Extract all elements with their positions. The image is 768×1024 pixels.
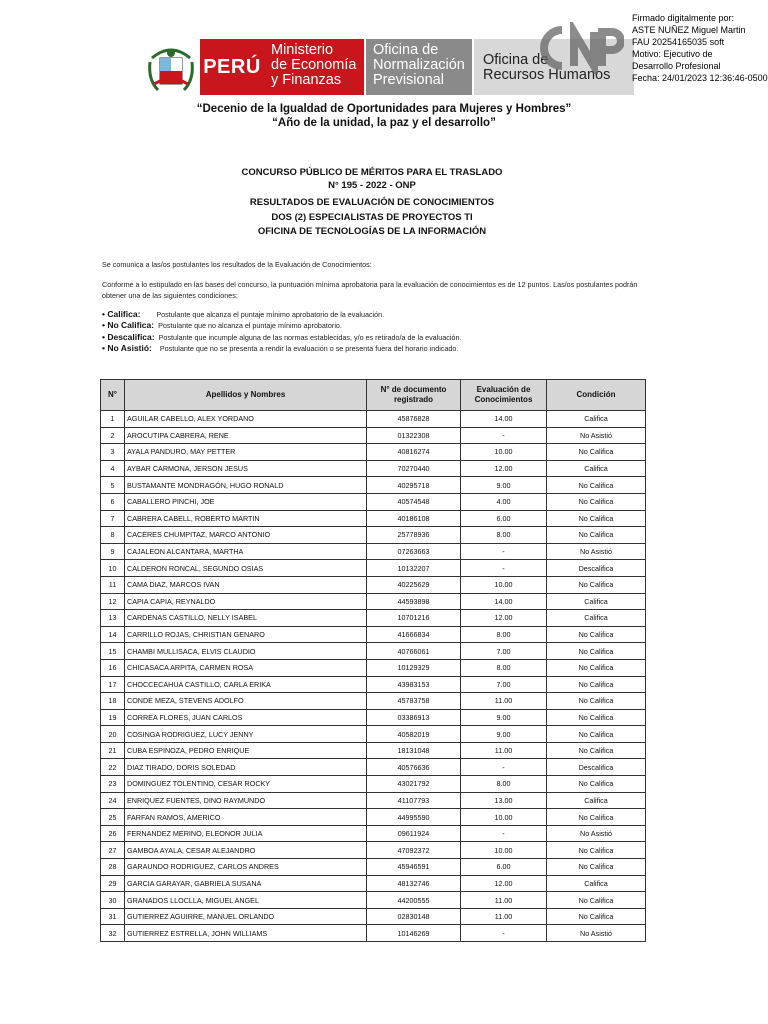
condition: No Califica (547, 626, 646, 643)
applicant-name: CABRERA CABELL, ROBERTO MARTIN (125, 510, 367, 527)
score: 10.00 (461, 842, 547, 859)
applicant-name: CAPIA CAPIA, REYNALDO (125, 593, 367, 610)
document-number: 40576636 (367, 759, 461, 776)
document-number: 07263663 (367, 543, 461, 560)
document-number: 40582019 (367, 726, 461, 743)
ministry-label: Ministerio de Economía y Finanzas (264, 39, 364, 95)
peru-brand-box (200, 39, 264, 95)
table-row (101, 427, 646, 444)
row-number: 8 (101, 527, 125, 544)
applicant-name: GRANADOS LLOCLLA, MIGUEL ANGEL (125, 892, 367, 909)
row-number: 13 (101, 610, 125, 627)
document-number: 40225629 (367, 576, 461, 593)
row-number: 22 (101, 759, 125, 776)
condition: No Califica (547, 809, 646, 826)
row-number: 18 (101, 693, 125, 710)
condition: No Asistió (547, 543, 646, 560)
applicant-name: BUSTAMANTE MONDRAGÓN, HUGO RONALD (125, 477, 367, 494)
table-row (101, 493, 646, 510)
table-row (101, 742, 646, 759)
peru-coat-of-arms-icon (146, 40, 196, 94)
row-number: 16 (101, 659, 125, 676)
table-row (101, 460, 646, 477)
score: 12.00 (461, 610, 547, 627)
row-number: 7 (101, 510, 125, 527)
document-number: 09611924 (367, 825, 461, 842)
score: 10.00 (461, 576, 547, 593)
score: 8.00 (461, 659, 547, 676)
condition: No Califica (547, 643, 646, 660)
condition: No Califica (547, 709, 646, 726)
table-row (101, 759, 646, 776)
row-number: 4 (101, 460, 125, 477)
contest-number: N° 195 - 2022 - ONP (328, 180, 416, 191)
document-number: 10146269 (367, 925, 461, 942)
condition: Califica (547, 411, 646, 428)
table-row (101, 444, 646, 461)
table-row (101, 792, 646, 809)
rrhh-label: Oficina de Recursos Humanos (474, 39, 634, 95)
document-number: 45946591 (367, 859, 461, 876)
intro-text: Se comunica a las/os postulantes los resultados de la Evaluación de Conocimientos: (102, 260, 372, 269)
score: 11.00 (461, 693, 547, 710)
table-row (101, 527, 646, 544)
table-row (101, 543, 646, 560)
row-number: 20 (101, 726, 125, 743)
applicant-name: CHICASACA ARPITA, CARMEN ROSA (125, 659, 367, 676)
applicant-name: CAJALEON ALCANTARA, MARTHA (125, 543, 367, 560)
condition-label: • No Califica: (102, 320, 155, 330)
document-number: 44593898 (367, 593, 461, 610)
score: - (461, 560, 547, 577)
table-row (101, 693, 646, 710)
score: 11.00 (461, 908, 547, 925)
applicant-name: DIAZ TIRADO, DORIS SOLEDAD (125, 759, 367, 776)
results-table (100, 379, 646, 942)
row-number: 19 (101, 709, 125, 726)
document-number: 40766061 (367, 643, 461, 660)
condition: No Califica (547, 776, 646, 793)
applicant-name: FARFAN RAMOS, AMERICO (125, 809, 367, 826)
applicant-name: CABALLERO PINCHI, JOE (125, 493, 367, 510)
condition: Califica (547, 460, 646, 477)
score: 12.00 (461, 460, 547, 477)
condition: No Califica (547, 493, 646, 510)
positions-title: DOS (2) ESPECIALISTAS DE PROYECTOS TI (271, 212, 473, 223)
score: 10.00 (461, 444, 547, 461)
condition-item (102, 320, 342, 330)
table-row (101, 875, 646, 892)
applicant-name: CARRILLO ROJAS, CHRISTIAN GENARO (125, 626, 367, 643)
score: 12.00 (461, 875, 547, 892)
row-number: 31 (101, 908, 125, 925)
score: - (461, 825, 547, 842)
table-row (101, 610, 646, 627)
condition: Descalifica (547, 759, 646, 776)
table-header-row (101, 380, 646, 411)
row-number: 29 (101, 875, 125, 892)
condition: No Califica (547, 477, 646, 494)
header-score: Evaluación de Conocimientos (461, 380, 547, 411)
condition-item (102, 309, 384, 319)
applicant-name: CACERES CHUMPITAZ, MARCO ANTONIO (125, 527, 367, 544)
condition: No Califica (547, 842, 646, 859)
document-number: 18131048 (367, 742, 461, 759)
score: 7.00 (461, 676, 547, 693)
score: 10.00 (461, 809, 547, 826)
table-row (101, 925, 646, 942)
applicant-name: CUBA ESPINOZA, PEDRO ENRIQUE (125, 742, 367, 759)
condition-label: • No Asistió: (102, 343, 152, 353)
applicant-name: GUTIERREZ AGUIRRE, MANUEL ORLANDO (125, 908, 367, 925)
document-number: 44200555 (367, 892, 461, 909)
digital-signature: Firmado digitalmente por: ASTE NUÑEZ Miguel Martin FAU 20254165035 soft Motivo: Ejecutivo de Desarrollo Profesional Fecha: 24/01/2023 12:36:46-0500 (632, 13, 768, 83)
document-number: 45783758 (367, 693, 461, 710)
row-number: 11 (101, 576, 125, 593)
table-row (101, 726, 646, 743)
document-number: 40186108 (367, 510, 461, 527)
document-number: 10129329 (367, 659, 461, 676)
applicant-name: CAMA DIAZ, MARCOS IVAN (125, 576, 367, 593)
document-number: 10701216 (367, 610, 461, 627)
condition: No Asistió (547, 825, 646, 842)
table-row (101, 659, 646, 676)
condition: No Califica (547, 659, 646, 676)
document-number: 03386913 (367, 709, 461, 726)
table-row (101, 560, 646, 577)
score: 11.00 (461, 742, 547, 759)
applicant-name: GARAUNDO RODRIGUEZ, CARLOS ANDRES (125, 859, 367, 876)
table-row (101, 825, 646, 842)
row-number: 15 (101, 643, 125, 660)
document-number: 40295718 (367, 477, 461, 494)
row-number: 30 (101, 892, 125, 909)
row-number: 32 (101, 925, 125, 942)
row-number: 25 (101, 809, 125, 826)
applicant-name: GARCIA GARAYAR, GABRIELA SUSANA (125, 875, 367, 892)
condition: Califica (547, 875, 646, 892)
table-row (101, 510, 646, 527)
score: 9.00 (461, 709, 547, 726)
condition: No Califica (547, 693, 646, 710)
condition-label: • Descalifica: (102, 332, 155, 342)
document-number: 40816274 (367, 444, 461, 461)
document-number: 02830148 (367, 908, 461, 925)
applicant-name: GUTIERREZ ESTRELLA, JOHN WILLIAMS (125, 925, 367, 942)
score: 8.00 (461, 527, 547, 544)
onp-logo-icon (540, 22, 624, 74)
table-row (101, 908, 646, 925)
header-number: N° (101, 380, 125, 411)
condition-label: • Califica: (102, 309, 141, 319)
condition: Califica (547, 610, 646, 627)
condition: No Califica (547, 742, 646, 759)
applicant-name: CORREA FLORES, JUAN CARLOS (125, 709, 367, 726)
row-number: 26 (101, 825, 125, 842)
applicant-name: CHAMBI MULLISACA, ELVIS CLAUDIO (125, 643, 367, 660)
row-number: 1 (101, 411, 125, 428)
document-number: 43021792 (367, 776, 461, 793)
condition: No Califica (547, 859, 646, 876)
score: - (461, 925, 547, 942)
applicant-name: CARDENAS CASTILLO, NELLY ISABEL (125, 610, 367, 627)
document-number: 01322308 (367, 427, 461, 444)
condition-item (102, 332, 461, 342)
row-number: 28 (101, 859, 125, 876)
applicant-name: AYBAR CARMONA, JERSON JESUS (125, 460, 367, 477)
condition-desc: Postulante que no alcanza el puntaje mínimo aprobatorio. (158, 321, 342, 330)
document-number: 70270440 (367, 460, 461, 477)
row-number: 9 (101, 543, 125, 560)
table-row (101, 776, 646, 793)
table-row (101, 709, 646, 726)
document-number: 43983153 (367, 676, 461, 693)
condition-desc: Postulante que no se presenta a rendir la evaluación o se presenta fuera del horario indicado. (159, 344, 459, 353)
condition: Califica (547, 792, 646, 809)
rules-paragraph: Conforme a lo estipulado en las bases del concurso, la puntuación mínima aprobatoria para la evaluación de conocimientos es de 12 puntos. Las/os postulantes podrán obtener una de las siguientes condiciones: (102, 280, 638, 300)
table-row (101, 809, 646, 826)
row-number: 24 (101, 792, 125, 809)
applicant-name: AROCUTIPA CABRERA, RENE (125, 427, 367, 444)
score: 14.00 (461, 411, 547, 428)
document-number: 41107793 (367, 792, 461, 809)
applicant-name: FERNANDEZ MERINO, ELEONOR JULIA (125, 825, 367, 842)
table-row (101, 859, 646, 876)
condition: No Califica (547, 676, 646, 693)
document-number: 45876828 (367, 411, 461, 428)
document-number: 25778936 (367, 527, 461, 544)
row-number: 10 (101, 560, 125, 577)
score: - (461, 543, 547, 560)
document-number: 44995590 (367, 809, 461, 826)
score: 6.00 (461, 510, 547, 527)
table-row (101, 892, 646, 909)
condition: Califica (547, 593, 646, 610)
condition-item (102, 343, 458, 353)
applicant-name: GAMBOA AYALA, CESAR ALEJANDRO (125, 842, 367, 859)
document-number: 48132746 (367, 875, 461, 892)
condition: No Asistió (547, 427, 646, 444)
table-row (101, 411, 646, 428)
condition: No Califica (547, 908, 646, 925)
onp-label: Oficina de Normalización Previsional (366, 39, 472, 95)
score: 9.00 (461, 477, 547, 494)
applicant-name: AYALA PANDURO, MAY PETTER (125, 444, 367, 461)
office-title: OFICINA DE TECNOLOGÍAS DE LA INFORMACIÓN (257, 226, 487, 237)
score: 6.00 (461, 859, 547, 876)
applicant-name: CALDERON RONCAL, SEGUNDO OSIAS (125, 560, 367, 577)
row-number: 17 (101, 676, 125, 693)
score: - (461, 427, 547, 444)
row-number: 5 (101, 477, 125, 494)
row-number: 27 (101, 842, 125, 859)
condition: No Califica (547, 527, 646, 544)
row-number: 23 (101, 776, 125, 793)
table-body (101, 411, 646, 942)
row-number: 2 (101, 427, 125, 444)
score: 8.00 (461, 776, 547, 793)
score: 8.00 (461, 626, 547, 643)
table-row (101, 576, 646, 593)
condition-desc: Postulante que alcanza el puntaje mínimo aprobatorio de la evaluación. (156, 310, 385, 319)
results-title: RESULTADOS DE EVALUACIÓN DE CONOCIMIENTOS (249, 197, 495, 208)
document-number: 47092372 (367, 842, 461, 859)
applicant-name: ENRIQUEZ FUENTES, DINO RAYMUNDO (125, 792, 367, 809)
applicant-name: AGUILAR CABELLO, ALEX YORDANO (125, 411, 367, 428)
header-condition: Condición (547, 380, 646, 411)
motto-line-2: “Año de la unidad, la paz y el desarrollo” (272, 117, 496, 129)
contest-title: CONCURSO PÚBLICO DE MÉRITOS PARA EL TRASLADO (241, 167, 503, 178)
score: 4.00 (461, 493, 547, 510)
table-row (101, 643, 646, 660)
applicant-name: CHOCCECAHUA CASTILLO, CARLA ERIKA (125, 676, 367, 693)
applicant-name: DOMINGUEZ TOLENTINO, CESAR ROCKY (125, 776, 367, 793)
condition: No Asistió (547, 925, 646, 942)
condition: No Califica (547, 510, 646, 527)
score: 14.00 (461, 593, 547, 610)
score: 11.00 (461, 892, 547, 909)
score: - (461, 759, 547, 776)
row-number: 6 (101, 493, 125, 510)
document-number: 41666834 (367, 626, 461, 643)
applicant-name: COSINGA RODRIGUEZ, LUCY JENNY (125, 726, 367, 743)
condition: No Califica (547, 576, 646, 593)
condition-desc: Postulante que incumple alguna de las normas establecidas, y/o es retirado/a de la evaluación. (158, 333, 462, 342)
table-row (101, 477, 646, 494)
condition: Descalifica (547, 560, 646, 577)
condition: No Califica (547, 444, 646, 461)
row-number: 3 (101, 444, 125, 461)
applicant-name: CONDE MEZA, STEVENS ADOLFO (125, 693, 367, 710)
row-number: 14 (101, 626, 125, 643)
condition: No Califica (547, 726, 646, 743)
table-row (101, 593, 646, 610)
score: 9.00 (461, 726, 547, 743)
header-document: N° de documento registrado (367, 380, 461, 411)
header-name: Apellidos y Nombres (125, 380, 367, 411)
condition: No Califica (547, 892, 646, 909)
row-number: 21 (101, 742, 125, 759)
table-row (101, 676, 646, 693)
peru-label: PERÚ (203, 55, 261, 78)
document-number: 40574548 (367, 493, 461, 510)
score: 7.00 (461, 643, 547, 660)
table-row (101, 626, 646, 643)
document-number: 10132207 (367, 560, 461, 577)
motto-line-1: “Decenio de la Igualdad de Oportunidades para Mujeres y Hombres” (196, 103, 572, 115)
table-row (101, 842, 646, 859)
score: 13.00 (461, 792, 547, 809)
row-number: 12 (101, 593, 125, 610)
